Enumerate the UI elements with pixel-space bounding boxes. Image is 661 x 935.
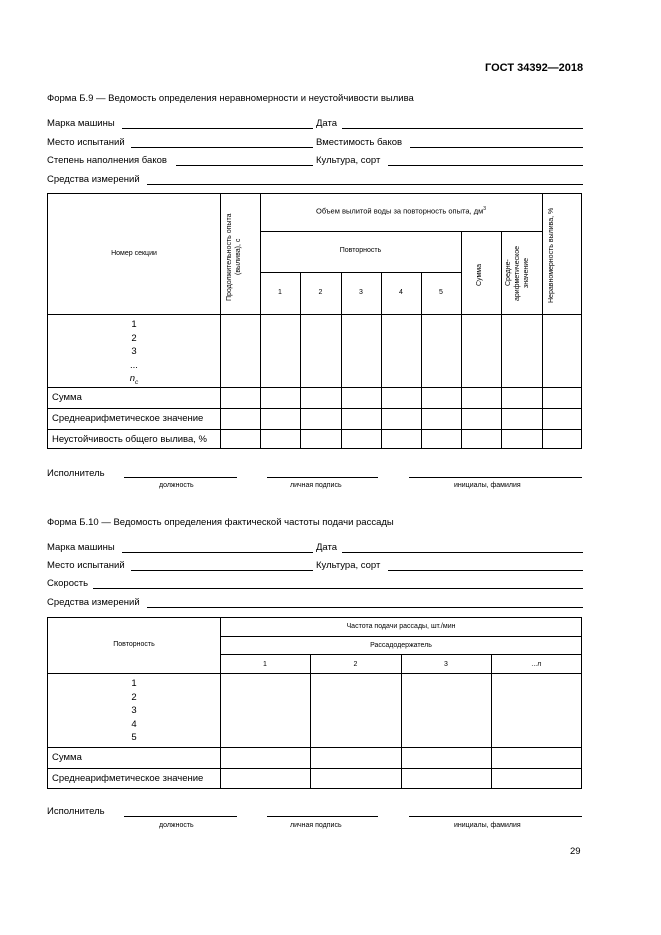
form10-sign-field[interactable] [267,816,378,817]
form9-initials-caption: инициалы, фамилия [454,482,521,489]
form9-tank-capacity-label: Вместимость баков [316,137,403,148]
form9-sign-caption: личная подпись [290,482,342,489]
row-instability-label: Неустойчивость общего вылива, % [52,434,208,445]
form10-speed-label: Скорость [47,578,89,589]
form9-date-label: Дата [316,118,338,129]
form10-table [47,617,582,789]
form10-position-field[interactable] [124,816,237,817]
form9-position-field[interactable] [124,477,237,478]
form10-speed-field[interactable] [93,588,583,589]
form10-place-field[interactable] [131,570,313,571]
form9-machine-label: Марка машины [47,118,115,129]
form10-instruments-field[interactable] [147,607,583,608]
form9-sign-field[interactable] [267,477,378,478]
form9-instruments-label: Средства измерений [47,174,140,185]
form10-position-caption: должность [159,822,194,829]
form10-machine-field[interactable] [122,552,313,553]
form10-executor-label: Исполнитель [47,806,105,817]
col-repeat-header: Повторность [339,247,382,254]
col-repeat-header-b10: Повторность [113,641,155,648]
document-code: ГОСТ 34392—2018 [485,62,584,74]
col-unevenness-header: Неравномерность вылива, % [548,207,555,303]
form9-instruments-field[interactable] [147,184,583,185]
holder-num-1: 1 [263,661,267,668]
repeat-num-5: 5 [439,289,443,296]
form9-tank-capacity-field[interactable] [410,147,583,148]
form9-crop-label: Культура, сорт [316,155,381,166]
holder-num-3: 3 [444,661,448,668]
form10-place-label: Место испытаний [47,560,125,571]
form9-date-field[interactable] [342,128,583,129]
col-volume-group-header: Объем вылитой воды за повторность опыта, $дм^3$ [315,206,487,216]
form9-initials-field[interactable] [409,477,582,478]
form9-place-label: Место испытаний [47,137,125,148]
col-duration-header: Продолжительность опыта (вылива), с [226,213,242,301]
row-mean-label: Среднеарифметическое значение [52,413,204,424]
repeat-num-2: 2 [318,289,323,296]
form9-fill-level-field[interactable] [176,165,313,166]
row-sum-label-b10: Сумма [52,752,82,763]
holder-num-2: 2 [353,661,358,668]
col-mean-header: Средне-арифметическое значение [505,245,530,301]
form9-executor-label: Исполнитель [47,468,105,479]
repeat-num-1: 1 [278,289,282,296]
form9-position-caption: должность [159,482,194,489]
col-sum-header: Сумма [476,264,483,286]
form10-initials-field[interactable] [409,816,582,817]
form10-title: Форма Б.10 — Ведомость определения фактической частоты подачи рассады [47,517,394,528]
form10-initials-caption: инициалы, фамилия [454,822,521,829]
form9-title: Форма Б.9 — Ведомость определения неравномерности и неустойчивости вылива [47,93,414,104]
col-section-header: Номер секции [111,250,157,257]
form10-crop-label: Культура, сорт [316,560,381,571]
form10-crop-field[interactable] [388,570,583,571]
form10-instruments-label: Средства измерений [47,597,140,608]
page-number: 29 [570,846,581,857]
holder-num-n: ...n [531,661,542,668]
repeat-numbers: 1 2 3 4 5 [131,678,137,743]
form9-machine-field[interactable] [122,128,313,129]
form10-sign-caption: личная подпись [290,822,342,829]
col-freq-group-header: Частота подачи рассады, шт./мин [346,623,456,630]
form9-fill-level-label: Степень наполнения баков [47,155,167,166]
form9-crop-field[interactable] [388,165,583,166]
form9-table [47,193,582,449]
form9-place-field[interactable] [131,147,313,148]
repeat-num-3: 3 [359,289,363,296]
form10-date-label: Дата [316,542,338,553]
col-holder-header: Рассадодержатель [370,642,432,649]
row-mean-label-b10: Среднеарифметическое значение [52,773,204,784]
form10-date-field[interactable] [342,552,583,553]
section-numbers: 1 2 3 ... $n_с$ [129,319,139,386]
form10-machine-label: Марка машины [47,542,115,553]
row-sum-label: Сумма [52,392,82,403]
repeat-num-4: 4 [399,289,403,296]
